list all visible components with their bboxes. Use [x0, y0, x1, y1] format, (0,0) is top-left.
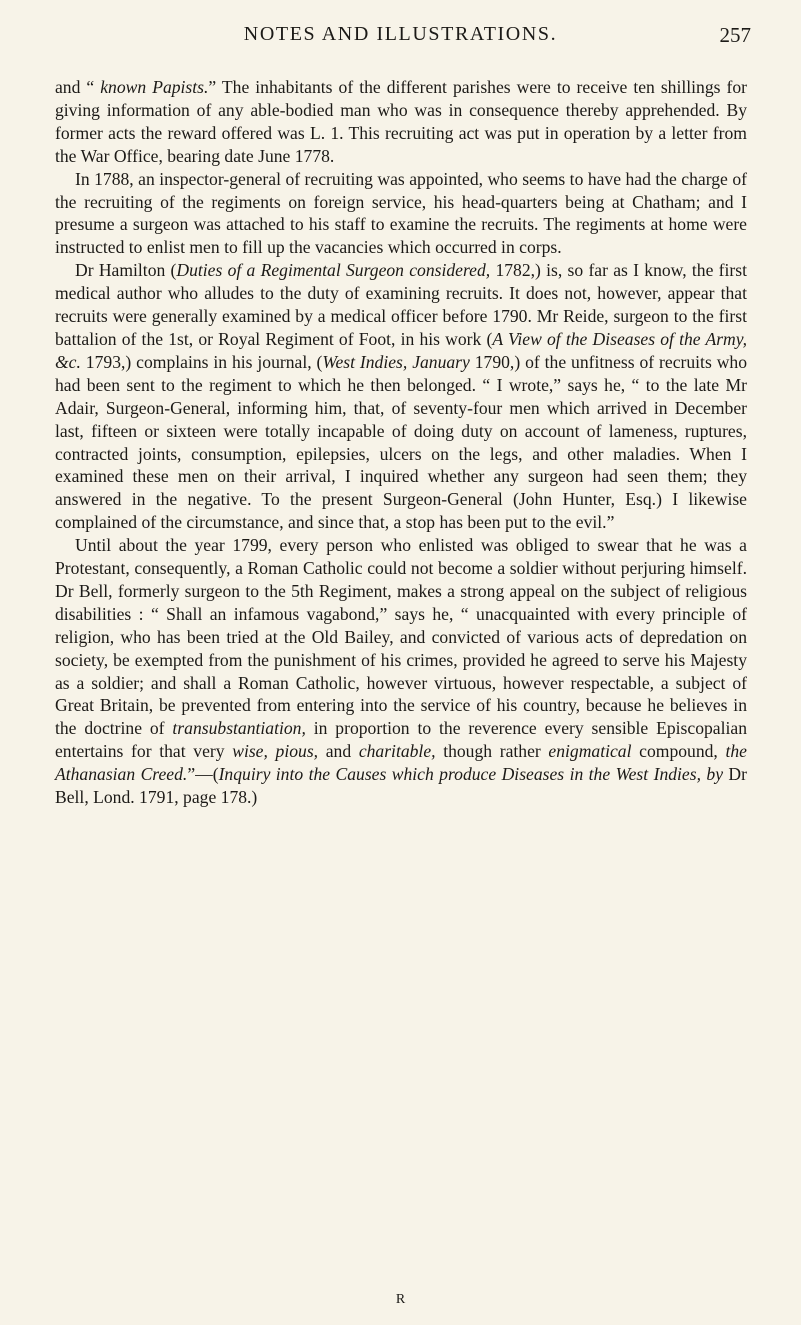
text-run: Dr Bell, Lond. 1791, page 178.) — [55, 764, 747, 808]
italic-text: wise, pious, — [232, 741, 319, 762]
running-head — [0, 23, 801, 63]
italic-text: Inquiry into the Causes which produce Diseases in the West Indies, by — [218, 764, 723, 785]
italic-text: Duties of a Regimental Surgeon considered, — [176, 260, 491, 281]
paragraph — [55, 168, 747, 260]
italic-text: transubstantiation, — [172, 718, 306, 739]
text-run: 1793,) complains in his journal, ( — [80, 351, 323, 372]
text-run: 1782,) is, so far as I know, the first medical author who alludes to the duty of examining recruits. It does not, however, appear that recruits were generally examined by a medical officer before 1790. Mr Reide, surgeon to the first battalion of the 1st, or Royal Regiment of Foot, in his work ( — [55, 260, 747, 349]
italic-text: charitable, — [358, 741, 436, 762]
paragraph — [55, 534, 747, 809]
italic-text: the Athanasian Creed. — [55, 741, 747, 785]
text-run: Dr Hamilton ( — [75, 260, 177, 281]
text-run: ” The inhabitants of the different parishes were to receive ten shillings for giving information of any able-bodied man who was in consequence thereby apprehended. By former acts the reward offered was L. 1. This recruiting act was put in operation by a letter from the War Office, bearing date June 1778. — [55, 77, 748, 166]
italic-text: West Indies, January — [322, 351, 470, 372]
italic-text: known Papists. — [100, 77, 209, 97]
page-number: 257 — [719, 23, 751, 47]
text-run: In 1788, an inspector-general of recruiting was appointed, who seems to have had the charge of the recruiting of the regiments on foreign service, his head-quarters being at Chatham; and I presume a surgeon was attached to his staff to examine the recruits. The regiments at home were instructed to enlist men to fill up the vacancies which occurred in corps. — [55, 168, 747, 258]
text-run: though rather — [435, 741, 549, 762]
text-run: in proportion to the reverence every sensible Episcopalian entertains for that very — [55, 718, 747, 762]
signature-mark: R — [395, 1292, 406, 1307]
text-run: 1790,) of the unfitness of recruits who had been sent to the regiment to which he then belonged. “ I wrote,” says he, “ to the late Mr Adair, Surgeon-General, informing him, that, of seventy-four men which arrived in December last, fifteen or sixteen were totally incapable of doing duty on account of lameness, ruptures, contracted joints, consumption, epilepsies, ulcers on the legs, and other maladies. When I examined these men on their arrival, I inquired whether any surgeon had seen them; they answered in the negative. To the present Surgeon-General (John Hunter, Esq.) I likewise complained of the circumstance, and since that, a stop has been put to the evil.” — [55, 351, 747, 533]
italic-text: enigmatical — [548, 741, 632, 762]
body-text — [55, 76, 747, 809]
text-run: and “ — [55, 77, 101, 97]
text-run: and — [318, 741, 359, 762]
running-title: NOTES AND ILLUSTRATIONS. — [243, 23, 558, 45]
text-run: ”—( — [187, 764, 219, 785]
italic-text: A View of the Diseases of the Army, &c. — [55, 328, 747, 372]
paragraph — [55, 76, 747, 168]
paragraph — [55, 259, 747, 534]
text-run: compound, — [631, 741, 726, 762]
text-run: Until about the year 1799, every person who enlisted was obliged to swear that he was a Protestant, consequently, a Roman Catholic could not become a soldier without perjuring himself. Dr Bell, formerly surgeon to the 5th Regiment, makes a strong appeal on the subject of religious disabilities : “ Shall an infamous vagabond,” says he, “ unacquainted with every principle of religion, who has been tried at the Old Bailey, and convicted of various acts of depredation on society, be exempted from the punishment of his crimes, provided he agreed to serve his Majesty as a soldier; and shall a Roman Catholic, however virtuous, however respectable, a subject of Great Britain, be prevented from entering into the service of his country, because he believes in the doctrine of — [55, 535, 747, 739]
